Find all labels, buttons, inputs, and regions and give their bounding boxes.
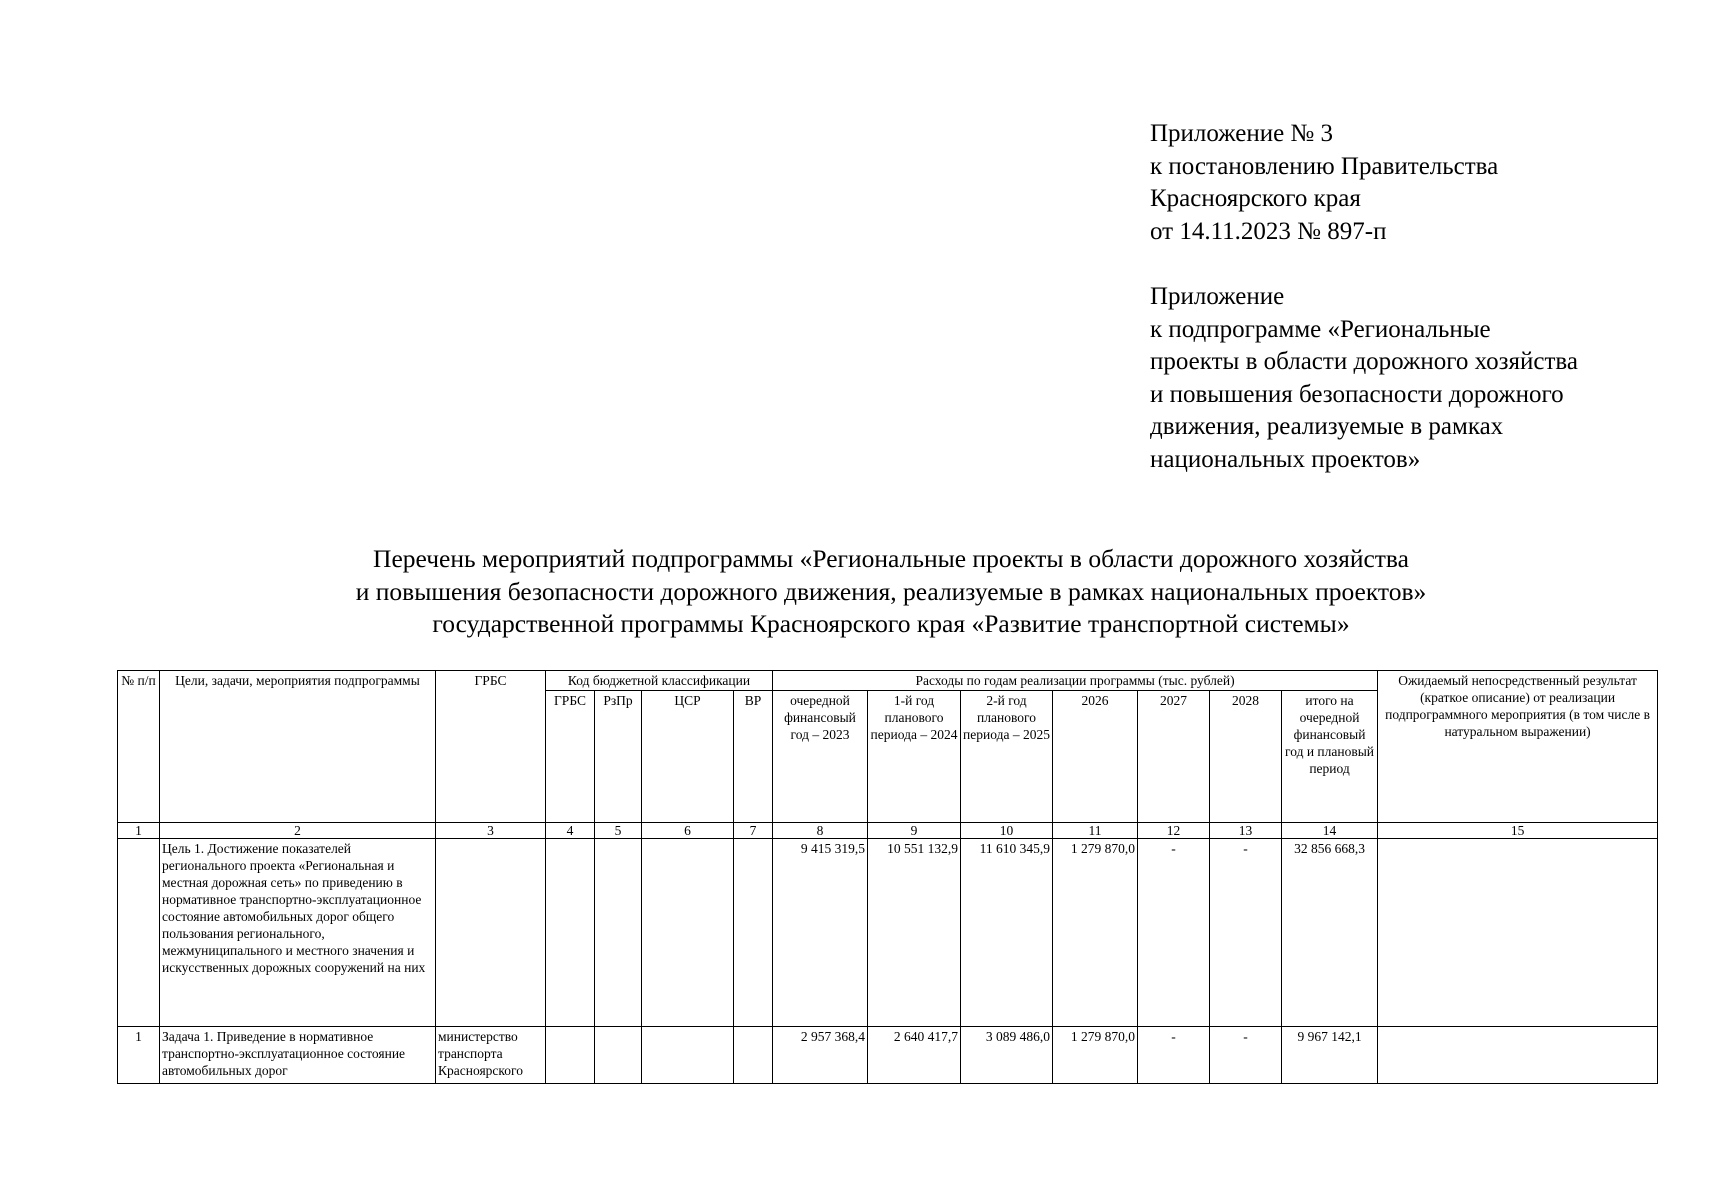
column-number: 7 [734, 823, 773, 839]
row-code-vr [734, 839, 773, 1027]
row-value-2028: - [1210, 839, 1282, 1027]
table-row-task-1 [118, 1027, 1658, 1084]
column-number-row [118, 823, 1658, 839]
header-year-2025: 2-й год планового периода – 2025 [961, 691, 1053, 823]
row-number [118, 839, 160, 1027]
appendix-line: к постановлению Правительства [1150, 152, 1499, 180]
header-year-2026: 2026 [1053, 691, 1138, 823]
header-year-2028: 2028 [1210, 691, 1282, 823]
row-value-2026: 1 279 870,0 [1053, 1027, 1138, 1084]
header-year-2024: 1-й год планового периода – 2024 [868, 691, 961, 823]
header-sub-grbs: ГРБС [546, 691, 595, 823]
appendix-line: Приложение № 3 [1150, 120, 1334, 147]
header-expenses: Расходы по годам реализации программы (тыс. рублей) [773, 671, 1378, 691]
column-number: 6 [642, 823, 734, 839]
row-description: Задача 1. Приведение в нормативное транспортно-эксплуатационное состояние автомобильных дорог [160, 1027, 436, 1084]
header-expected-result: Ожидаемый непосредственный результат (краткое описание) от реализации подпрограммного мероприятия (в том числе в натуральном выражении) [1378, 671, 1658, 823]
row-value-2025: 11 610 345,9 [961, 839, 1053, 1027]
column-number: 4 [546, 823, 595, 839]
appendix-line: и повышения безопасности дорожного [1150, 380, 1564, 408]
title-line: и повышения безопасности дорожного движения, реализуемые в рамках национальных проектов» [355, 576, 1427, 606]
table-row-goal-1 [118, 839, 1658, 1027]
row-value-2024: 10 551 132,9 [868, 839, 961, 1027]
column-number: 13 [1210, 823, 1282, 839]
header-goals: Цели, задачи, мероприятия подпрограммы [160, 671, 436, 823]
row-value-2025: 3 089 486,0 [961, 1027, 1053, 1084]
column-number: 1 [118, 823, 160, 839]
appendix-line: Приложение [1150, 283, 1285, 310]
row-code-csr [642, 839, 734, 1027]
row-code-vr [734, 1027, 773, 1084]
subprogram-appendix-header [1150, 281, 1670, 476]
header-budget-code: Код бюджетной классификации [546, 671, 773, 691]
row-number: 1 [118, 1027, 160, 1084]
row-value-2028: - [1210, 1027, 1282, 1084]
appendix-line: движения, реализуемые в рамках [1150, 413, 1504, 440]
column-number: 10 [961, 823, 1053, 839]
appendix-line: от 14.11.2023 № 897-п [1150, 217, 1387, 245]
row-value-2027: - [1138, 839, 1210, 1027]
column-number: 3 [436, 823, 546, 839]
header-year-2027: 2027 [1138, 691, 1210, 823]
column-number: 14 [1282, 823, 1378, 839]
row-value-2024: 2 640 417,7 [868, 1027, 961, 1084]
row-grbs: министерство транспорта Красноярского [436, 1027, 546, 1084]
row-expected-result [1378, 1027, 1658, 1084]
row-value-2023: 2 957 368,4 [773, 1027, 868, 1084]
row-value-total: 9 967 142,1 [1282, 1027, 1378, 1084]
row-expected-result [1378, 839, 1658, 1027]
measures-table [117, 670, 1658, 1084]
row-value-total: 32 856 668,3 [1282, 839, 1378, 1027]
appendix-header [1150, 118, 1670, 248]
column-number: 2 [160, 823, 436, 839]
column-number: 11 [1053, 823, 1138, 839]
appendix-line: национальных проектов» [1150, 445, 1421, 473]
header-sub-csr: ЦСР [642, 691, 734, 823]
header-total: итого на очередной финансовый год и плановый период [1282, 691, 1378, 823]
column-number: 5 [595, 823, 642, 839]
row-code-grbs [546, 839, 595, 1027]
header-sub-rzpr: РзПр [595, 691, 642, 823]
appendix-line: проекты в области дорожного хозяйства [1150, 348, 1578, 375]
row-value-2027: - [1138, 1027, 1210, 1084]
document-title [0, 543, 1716, 641]
column-number: 12 [1138, 823, 1210, 839]
header-sub-vr: ВР [734, 691, 773, 823]
row-value-2023: 9 415 319,5 [773, 839, 868, 1027]
header-grbs: ГРБС [436, 671, 546, 823]
column-number: 8 [773, 823, 868, 839]
row-code-grbs [546, 1027, 595, 1084]
header-num: № п/п [118, 671, 160, 823]
row-grbs [436, 839, 546, 1027]
title-line: Перечень мероприятий подпрограммы «Региональные проекты в области дорожного хозяйства [373, 544, 1409, 573]
title-line: государственной программы Красноярского края «Развитие транспортной системы» [432, 609, 1350, 638]
row-value-2026: 1 279 870,0 [1053, 839, 1138, 1027]
column-number: 15 [1378, 823, 1658, 839]
appendix-line: к подпрограмме «Региональные [1150, 315, 1491, 343]
row-description: Цель 1. Достижение показателей регионального проекта «Региональная и местная дорожная сеть» по приведению в нормативное транспортно-эксплуатационное состояние автомобильных дорог общего пользования регионального, межмуниципального и местного значения и искусственных дорожных сооружений на них [160, 839, 436, 1027]
row-code-rzpr [595, 1027, 642, 1084]
row-code-rzpr [595, 839, 642, 1027]
appendix-line: Красноярского края [1150, 185, 1361, 212]
header-year-2023: очередной финансовый год – 2023 [773, 691, 868, 823]
column-number: 9 [868, 823, 961, 839]
row-code-csr [642, 1027, 734, 1084]
